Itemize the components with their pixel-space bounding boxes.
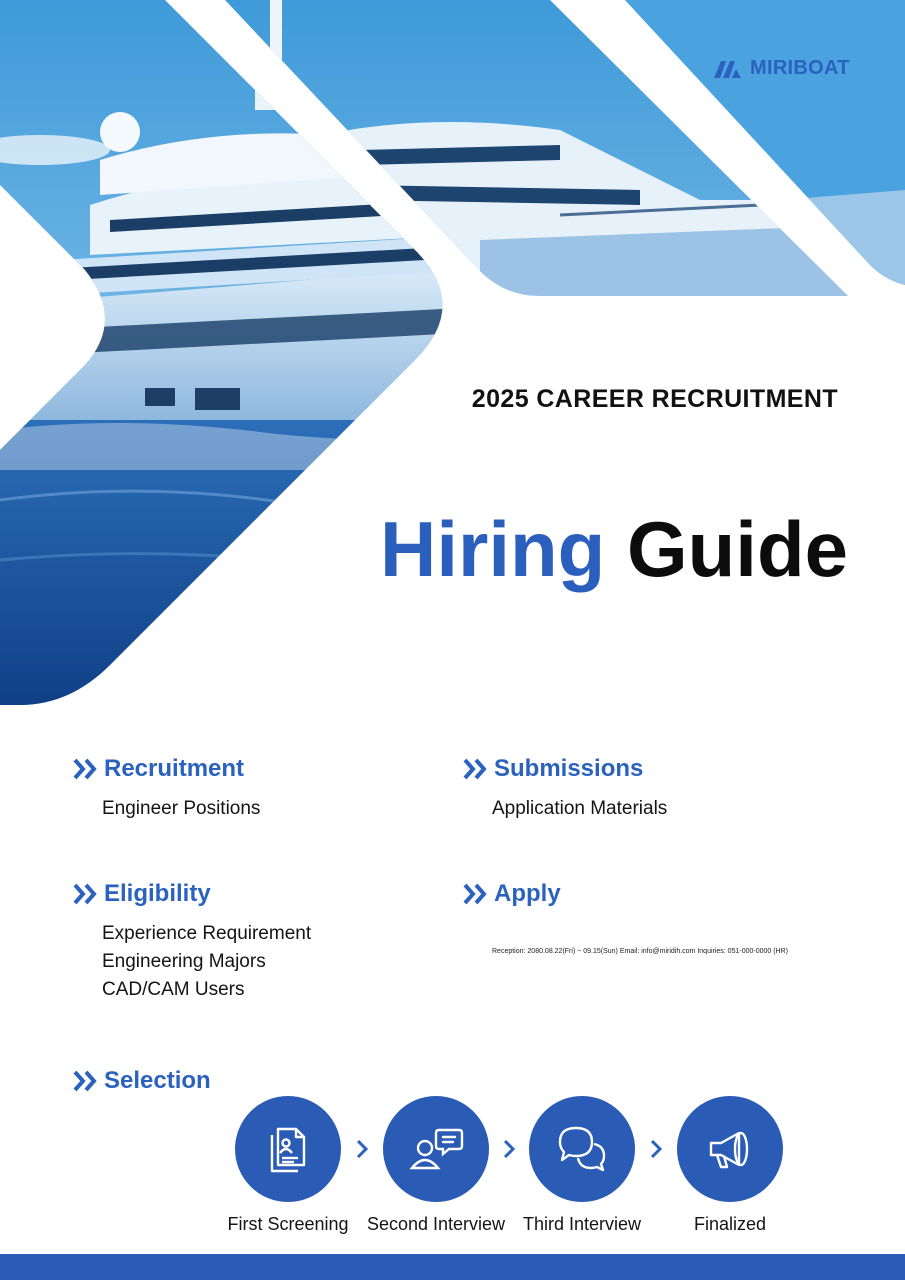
double-chevron-icon — [72, 757, 102, 781]
section-line: Experience Requirement — [102, 923, 312, 944]
megaphone-icon — [705, 1125, 755, 1173]
step-label: Third Interview — [522, 1214, 642, 1234]
double-chevron-icon — [72, 1069, 102, 1093]
section-title: Selection — [104, 1067, 211, 1094]
section-title: Submissions — [494, 755, 644, 782]
double-chevron-icon — [72, 882, 102, 906]
step-second-interview — [361, 1096, 511, 1235]
section-selection — [72, 1067, 211, 1095]
step-label: First Screening — [227, 1214, 349, 1234]
page-title — [379, 505, 848, 593]
step-label: Second Interview — [366, 1214, 506, 1234]
title-rest: Guide — [626, 505, 848, 593]
brand-logo — [712, 57, 850, 80]
step-finalized — [655, 1096, 805, 1235]
recruitment-subtitle: 2025 CAREER RECRUITMENT — [471, 385, 838, 413]
double-chevron-icon — [462, 882, 492, 906]
person-chat-icon — [407, 1124, 465, 1174]
section-line: Engineer Positions — [102, 798, 261, 819]
section-line: Application Materials — [492, 798, 668, 819]
double-chevron-icon — [462, 757, 492, 781]
section-line: Engineering Majors — [102, 951, 266, 972]
apply-details: Reception: 2080.08.22(Fri) ~ 09.15(Sun) Email: info@miridih.com Inquiries: 051-000-0000 (HR) — [492, 948, 788, 955]
section-recruitment — [72, 755, 260, 823]
document-icon — [264, 1123, 312, 1175]
section-title: Eligibility — [104, 880, 211, 907]
section-title: Recruitment — [104, 755, 245, 782]
section-title: Apply — [494, 880, 561, 907]
title-highlight: Hiring — [379, 505, 606, 593]
brand-mark-icon — [712, 58, 744, 80]
step-label: Finalized — [693, 1214, 767, 1234]
speech-bubbles-icon — [556, 1124, 608, 1174]
brand-name: MIRIBOAT — [750, 57, 850, 79]
section-apply — [462, 880, 788, 955]
step-third-interview — [507, 1096, 657, 1235]
section-line: CAD/CAM Users — [102, 979, 245, 1000]
step-first-screening — [213, 1096, 363, 1235]
section-submissions — [462, 755, 667, 823]
bottom-bar — [0, 1254, 905, 1280]
section-eligibility — [72, 880, 311, 1004]
